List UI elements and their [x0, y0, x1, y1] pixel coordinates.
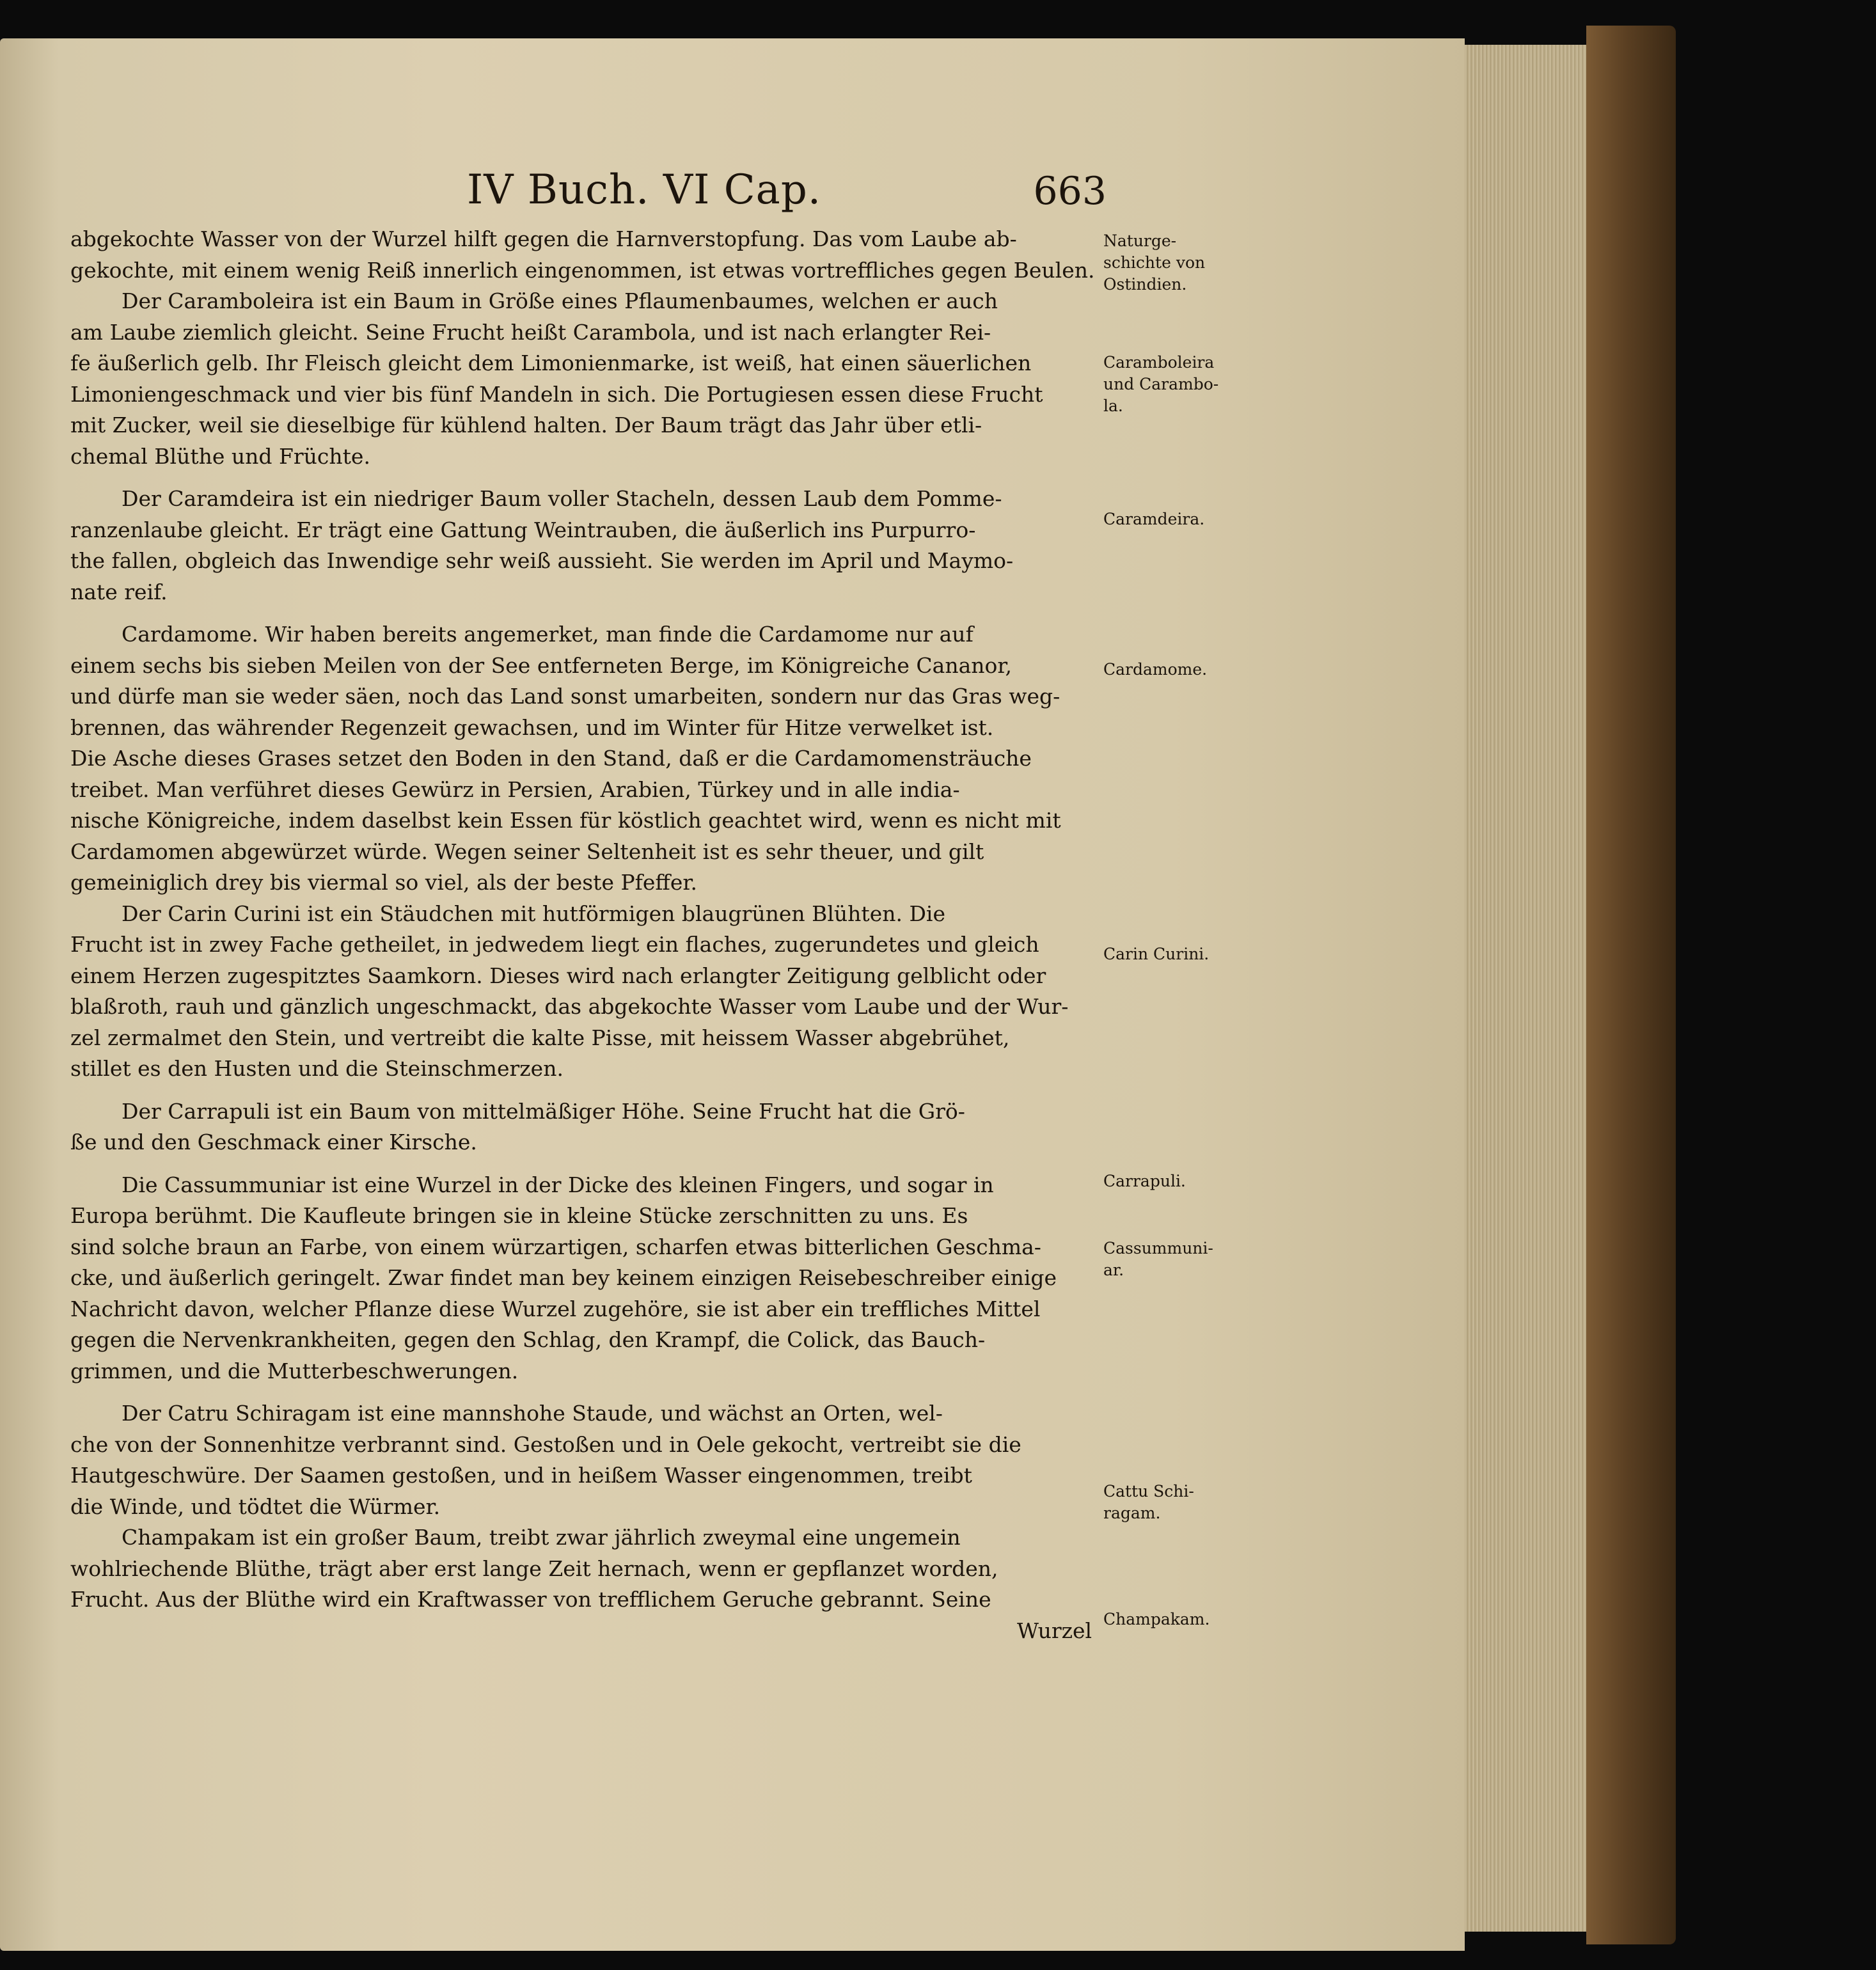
text-line: gekochte, mit einem wenig Reiß innerlich eingenommen, ist etwas vortreffliches gegen Beulen.	[70, 257, 1095, 283]
text-line: fe äußerlich gelb. Ihr Fleisch gleicht dem Limonienmarke, ist weiß, hat einen säuerlichen	[70, 351, 1032, 375]
text-line: blaßroth, rauh und gänzlich ungeschmackt, das abgekochte Wasser vom Laube und der Wur-	[70, 994, 1069, 1019]
page-header	[70, 160, 1107, 217]
text-line: Der Caramboleira ist ein Baum in Größe eines Pflaumenbaumes, welchen er auch	[122, 288, 998, 313]
text-line: brennen, das währender Regenzeit gewachsen, und im Winter für Hitze verwelket ist.	[70, 714, 994, 740]
margin-note-line: Naturge-	[1103, 232, 1177, 250]
text-line: Hautgeschwüre. Der Saamen gestoßen, und in heißem Wasser eingenommen, treibt	[70, 1463, 972, 1488]
margin-note-line: Caramboleira	[1103, 353, 1215, 372]
text-line: treibet. Man verführet dieses Gewürz in Persien, Arabien, Türkey und in alle india-	[70, 776, 960, 802]
margin-note-cattu-schiragam	[1103, 1481, 1250, 1524]
text-line: einem sechs bis sieben Meilen von der See entferneten Berge, im Königreiche Cananor,	[70, 652, 1013, 678]
margin-note-line: ar.	[1103, 1261, 1124, 1279]
text-line: Die Asche dieses Grases setzet den Boden in den Stand, daß er die Cardamomensträuche	[70, 746, 1032, 771]
margin-note-line: Ostindien.	[1103, 275, 1187, 294]
margin-note-line: Carin Curini.	[1103, 945, 1210, 963]
text-line: wohlriechende Blüthe, trägt aber erst lange Zeit hernach, wenn er gepflanzet worden,	[70, 1556, 998, 1581]
text-line: Cardamome. Wir haben bereits angemerket, man finde die Cardamome nur auf	[122, 622, 973, 647]
text-line: Der Carin Curini ist ein Stäudchen mit hutförmigen blaugrünen Blühten. Die	[122, 901, 945, 926]
margin-note-naturgeschichte	[1103, 230, 1250, 296]
text-line: stillet es den Husten und die Steinschmerzen.	[70, 1056, 564, 1081]
text-line: Der Carrapuli ist ein Baum von mittelmäßiger Höhe. Seine Frucht hat die Grö-	[122, 1098, 965, 1124]
text-line: Der Catru Schiragam ist eine mannshohe Staude, und wächst an Orten, wel-	[122, 1401, 943, 1426]
margin-note-line: la.	[1103, 397, 1123, 415]
text-line: einem Herzen zugespitztes Saamkorn. Dieses wird nach erlangter Zeitigung gelblicht oder	[70, 963, 1046, 988]
text-line: ranzenlaube gleicht. Er trägt eine Gattung Weintrauben, die äußerlich ins Purpurro-	[70, 517, 976, 542]
text-line: Nachricht davon, welcher Pflanze diese Wurzel zugehöre, sie ist aber ein treffliches Mittel	[70, 1296, 1041, 1321]
text-line: abgekochte Wasser von der Wurzel hilft gegen die Harnverstopfung. Das vom Laube ab-	[70, 226, 1017, 251]
text-line: Europa berühmt. Die Kaufleute bringen sie in kleine Stücke zerschnitten zu uns. Es	[70, 1203, 968, 1228]
margin-note-line: Cardamome.	[1103, 660, 1208, 679]
text-line: sind solche braun an Farbe, von einem würzartigen, scharfen etwas bitterlichen Geschma-	[70, 1234, 1041, 1259]
margin-note-line: ragam.	[1103, 1504, 1161, 1522]
margin-note-line: und Carambo-	[1103, 375, 1219, 393]
margin-note-champakam	[1103, 1609, 1250, 1630]
margin-note-carrapuli	[1103, 1170, 1250, 1192]
text-line: Champakam ist ein großer Baum, treibt zwar jährlich zweymal eine ungemein	[122, 1525, 961, 1550]
book-cover-edge	[1586, 26, 1676, 1944]
text-line: Die Cassummuniar ist eine Wurzel in der Dicke des kleinen Fingers, und sogar in	[122, 1172, 994, 1197]
margin-note-cassummuniar	[1103, 1238, 1250, 1281]
text-line: grimmen, und die Mutterbeschwerungen.	[70, 1358, 519, 1383]
margin-note-caramdeira	[1103, 508, 1250, 530]
margin-note-line: Champakam.	[1103, 1610, 1210, 1628]
margin-note-line: Cassummuni-	[1103, 1239, 1213, 1257]
text-line: nate reif.	[70, 579, 168, 604]
margin-note-caramboleira	[1103, 352, 1250, 417]
text-line: zel zermalmet den Stein, und vertreibt die kalte Pisse, mit heissem Wasser abgebrühet,	[70, 1025, 1010, 1050]
text-line: am Laube ziemlich gleicht. Seine Frucht heißt Carambola, und ist nach erlangter Rei-	[70, 319, 991, 345]
running-head: IV Buch. VI Cap.	[467, 166, 822, 214]
text-line: chemal Blüthe und Früchte.	[70, 443, 370, 469]
text-line: cke, und äußerlich geringelt. Zwar findet man bey keinem einzigen Reisebeschreiber einige	[70, 1265, 1057, 1290]
text-line: nische Königreiche, indem daselbst kein Essen für köstlich geachtet wird, wenn es nicht mit	[70, 808, 1061, 833]
margin-note-line: Carrapuli.	[1103, 1172, 1186, 1190]
margin-note-line: schichte von	[1103, 253, 1206, 272]
text-line: die Winde, und tödtet die Würmer.	[70, 1493, 441, 1519]
margin-note-carin-curini	[1103, 943, 1250, 965]
margin-note-line: Cattu Schi-	[1103, 1482, 1194, 1501]
text-line: Frucht ist in zwey Fache getheilet, in jedwedem liegt ein flaches, zugerundetes und gleich	[70, 932, 1039, 957]
text-line: the fallen, obgleich das Inwendige sehr weiß aussieht. Sie werden im April und Maymo-	[70, 548, 1014, 573]
body-text	[70, 224, 1100, 1646]
catchword: Wurzel	[1017, 1618, 1092, 1643]
text-line: gegen die Nervenkrankheiten, gegen den Schlag, den Krampf, die Colick, das Bauch-	[70, 1327, 986, 1352]
text-line: und dürfe man sie weder säen, noch das Land sonst umarbeiten, sondern nur das Gras weg-	[70, 684, 1060, 709]
text-line: mit Zucker, weil sie dieselbige für kühlend halten. Der Baum trägt das Jahr über etli-	[70, 413, 982, 437]
text-line: Limoniengeschmack und vier bis fünf Mandeln in sich. Die Portugiesen essen diese Frucht	[70, 381, 1043, 407]
text-line: ße und den Geschmack einer Kirsche.	[70, 1130, 477, 1154]
text-line: Frucht. Aus der Blüthe wird ein Kraftwasser von trefflichem Geruche gebrannt. Seine	[70, 1587, 991, 1612]
margin-note-line: Caramdeira.	[1103, 510, 1205, 528]
text-line: Der Caramdeira ist ein niedriger Baum voller Stacheln, dessen Laub dem Pomme-	[122, 486, 1002, 511]
page-number: 663	[1033, 169, 1107, 214]
text-line: Cardamomen abgewürzet würde. Wegen seiner Seltenheit ist es sehr theuer, und gilt	[70, 839, 984, 864]
text-line: gemeiniglich drey bis viermal so viel, als der beste Pfeffer.	[70, 870, 698, 895]
text-line: che von der Sonnenhitze verbrannt sind. Gestoßen und in Oele gekocht, vertreibt sie die	[70, 1431, 1021, 1457]
margin-note-cardamome	[1103, 659, 1250, 681]
